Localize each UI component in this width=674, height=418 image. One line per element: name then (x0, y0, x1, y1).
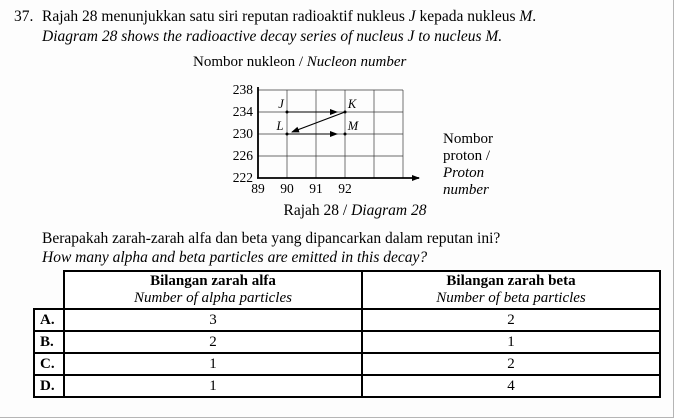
option-row-d (34, 375, 660, 397)
y-axis-title (193, 54, 406, 71)
point-label-k: K (347, 97, 357, 111)
point-m (344, 133, 347, 136)
statement-ms-part3: . (532, 8, 537, 25)
beta-header-ms: Bilangan zarah beta (446, 273, 576, 289)
x-tick: 89 (251, 181, 265, 196)
x-tick: 90 (280, 181, 294, 196)
beta-header-en: Number of beta particles (436, 290, 586, 306)
x-axis-title (443, 131, 493, 199)
alpha-column-header (64, 271, 362, 309)
x-axis-title-line3: Proton (443, 165, 485, 181)
x-tick-labels (251, 181, 352, 196)
y-axis-title-en: Nucleon number (306, 54, 407, 70)
diagram-caption-ms: Rajah 28 / (283, 202, 352, 219)
question-prompt-ms: Berapakah zarah-zarah alfa dan beta yang dipancarkan dalam reputan ini? (42, 230, 501, 247)
diagram-caption-en: Diagram 28 (351, 202, 427, 219)
alpha-header-en: Number of alpha particles (134, 290, 292, 306)
option-a-alpha-value: 3 (64, 309, 362, 331)
point-label-m: M (347, 119, 359, 133)
nucleus-j-symbol: J (408, 8, 416, 25)
question-statement-en: Diagram 28 shows the radioactive decay series of nucleus J to nucleus M. (42, 28, 503, 45)
point-j (286, 111, 289, 114)
y-tick: 234 (232, 104, 253, 119)
question-prompt-en: How many alpha and beta particles are emitted in this decay? (42, 249, 428, 266)
decay-arrow-k-to-l (292, 112, 345, 132)
point-l (286, 133, 289, 136)
point-label-j: J (278, 97, 284, 111)
x-tick: 91 (309, 181, 323, 196)
options-header-corner (34, 271, 64, 309)
x-axis-title-line4: number (443, 182, 489, 198)
point-k (344, 111, 347, 114)
alpha-header-ms: Bilangan zarah alfa (150, 273, 276, 289)
option-row-a (34, 309, 660, 331)
x-tick: 92 (338, 181, 352, 196)
decay-graph (220, 72, 460, 212)
point-labels (276, 97, 359, 133)
x-axis-title-line2: proton / (443, 148, 491, 164)
statement-ms-part1: Rajah 28 menunjukkan satu siri reputan radioaktif nukleus (42, 8, 409, 25)
x-axis-title-line1: Nombor (443, 131, 493, 147)
option-b-beta-value: 1 (362, 331, 660, 353)
options-header-row (34, 271, 660, 309)
nucleus-m-symbol: M (519, 8, 533, 25)
y-tick-labels (233, 82, 254, 185)
y-tick: 238 (232, 82, 253, 97)
option-row-c (34, 353, 660, 375)
beta-column-header (362, 271, 660, 309)
point-label-l: L (276, 119, 284, 133)
option-row-b (34, 331, 660, 353)
y-axis-title-ms: Nombor nukleon / (193, 54, 307, 70)
option-b-alpha-value: 2 (64, 331, 362, 353)
question-number: 37. (14, 8, 34, 25)
option-letter-d: D. (34, 375, 64, 397)
options-table (33, 270, 661, 398)
option-d-beta-value: 4 (362, 375, 660, 397)
option-d-alpha-value: 1 (64, 375, 362, 397)
question-statement-ms (42, 8, 536, 26)
option-letter-b: B. (34, 331, 64, 353)
diagram-caption (250, 202, 460, 220)
y-tick: 226 (232, 148, 253, 163)
y-tick: 230 (232, 126, 253, 141)
y-tick: 222 (232, 170, 253, 185)
statement-ms-part2: kepada nukleus (415, 8, 520, 25)
option-letter-a: A. (34, 309, 64, 331)
option-a-beta-value: 2 (362, 309, 660, 331)
option-c-beta-value: 2 (362, 353, 660, 375)
option-c-alpha-value: 1 (64, 353, 362, 375)
option-letter-c: C. (34, 353, 64, 375)
